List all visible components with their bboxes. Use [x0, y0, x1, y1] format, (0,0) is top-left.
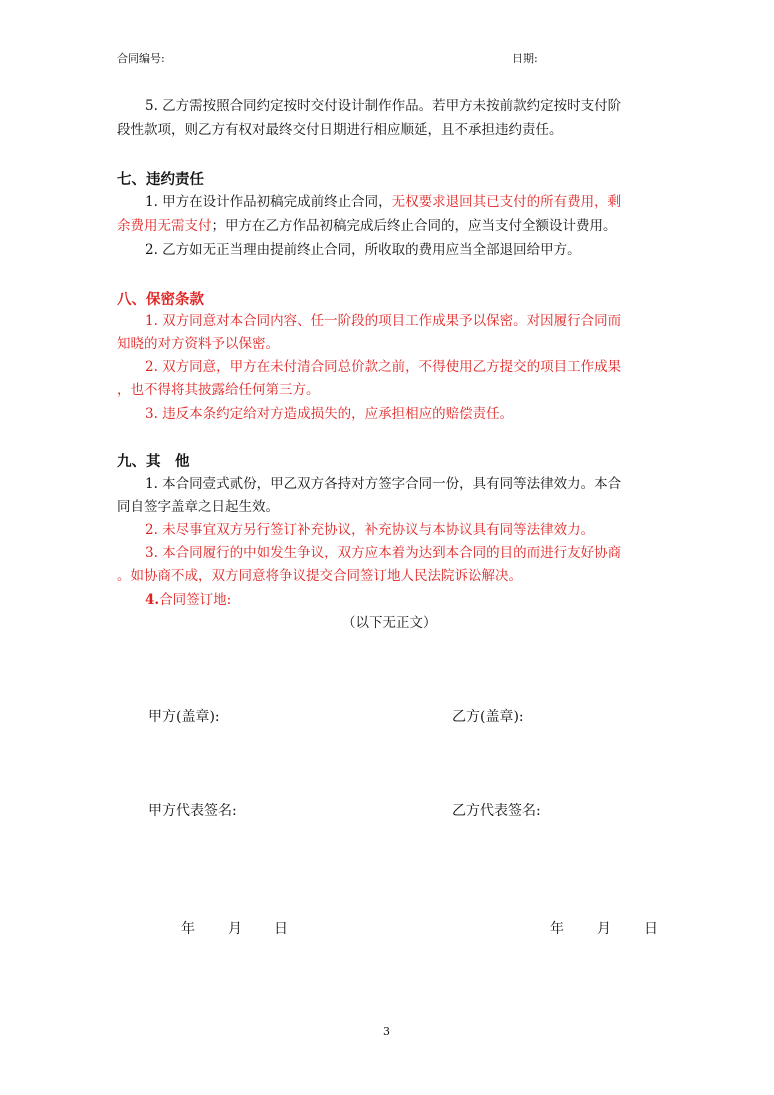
sec8-item2-line1: 2. 双方同意，甲方在未付清合同总价款之前，不得使用乙方提交的项目工作成果	[145, 359, 622, 375]
party-b-date-year: 年	[550, 921, 564, 937]
sec7-item1-line2	[117, 216, 617, 236]
section-7-title: 七、违约责任	[117, 171, 204, 188]
sec8-item2-line2: ，也不得将其披露给任何第三方。	[117, 382, 320, 398]
sec7-item2: 2. 乙方如无正当理由提前终止合同，所收取的费用应当全部退回给甲方。	[145, 242, 581, 258]
sec9-item1-line1: 1. 本合同壹式贰份，甲乙双方各持对方签字合同一份，具有同等法律效力。本合	[145, 476, 622, 492]
sec9-item4-text: 合同签订地:	[159, 592, 232, 608]
party-a-date-year: 年	[181, 921, 195, 937]
sec7-item1-text-d: ；甲方在乙方作品初稿完成后终止合同的，应当支付全额设计费用。	[211, 218, 617, 234]
sec9-item4-number: 4.	[145, 592, 160, 608]
party-b-seal-label: 乙方(盖章):	[452, 709, 524, 725]
sec7-item1-text-b: 无权要求退回其已支付的所有费用，剩	[391, 194, 622, 210]
sec8-item1-line1: 1. 双方同意对本合同内容、任一阶段的项目工作成果予以保密。对因履行合同而	[145, 313, 622, 329]
sec9-item1-line2: 同自签字盖章之日起生效。	[117, 499, 279, 515]
party-a-seal-label: 甲方(盖章):	[148, 709, 220, 725]
date-label: 日期:	[512, 52, 538, 65]
sec7-item1-text-c: 余费用无需支付	[117, 218, 212, 234]
sec9-item3-line2: 。如协商不成，双方同意将争议提交合同签订地人民法院诉讼解决。	[117, 568, 522, 584]
sec6-item5-line1: 5. 乙方需按照合同约定按时交付设计制作作品。若甲方未按前款约定按时支付阶	[145, 98, 622, 114]
sec8-item3: 3. 违反本条约定给对方造成损失的，应承担相应的赔偿责任。	[145, 406, 514, 422]
sec9-item4	[145, 590, 231, 610]
party-a-date-day: 日	[274, 921, 288, 937]
section-9-title: 九、其 他	[117, 453, 190, 470]
sec7-item1-line1	[145, 192, 621, 212]
sec9-item2: 2. 未尽事宜双方另行签订补充协议，补充协议与本协议具有同等法律效力。	[145, 522, 595, 538]
sec9-item3-line1: 3. 本合同履行的中如发生争议，双方应本着为达到本合同的目的而进行友好协商	[145, 545, 622, 561]
section-8-title: 八、保密条款	[117, 291, 204, 308]
party-a-date-month: 月	[228, 921, 242, 937]
sec7-item1-text-a: 1. 甲方在设计作品初稿完成前终止合同，	[145, 194, 392, 210]
party-a-rep-label: 甲方代表签名:	[148, 803, 237, 819]
sec6-item5-line2: 段性款项，则乙方有权对最终交付日期进行相应顺延，且不承担违约责任。	[117, 122, 563, 138]
end-of-text-note: （以下无正文）	[342, 615, 437, 631]
page-number: 3	[383, 1025, 390, 1038]
contract-number-label: 合同编号:	[117, 52, 165, 65]
party-b-date-day: 日	[644, 921, 658, 937]
party-b-date-month: 月	[597, 921, 611, 937]
sec8-item1-line2: 知晓的对方资料予以保密。	[117, 336, 279, 352]
party-b-rep-label: 乙方代表签名:	[452, 803, 541, 819]
